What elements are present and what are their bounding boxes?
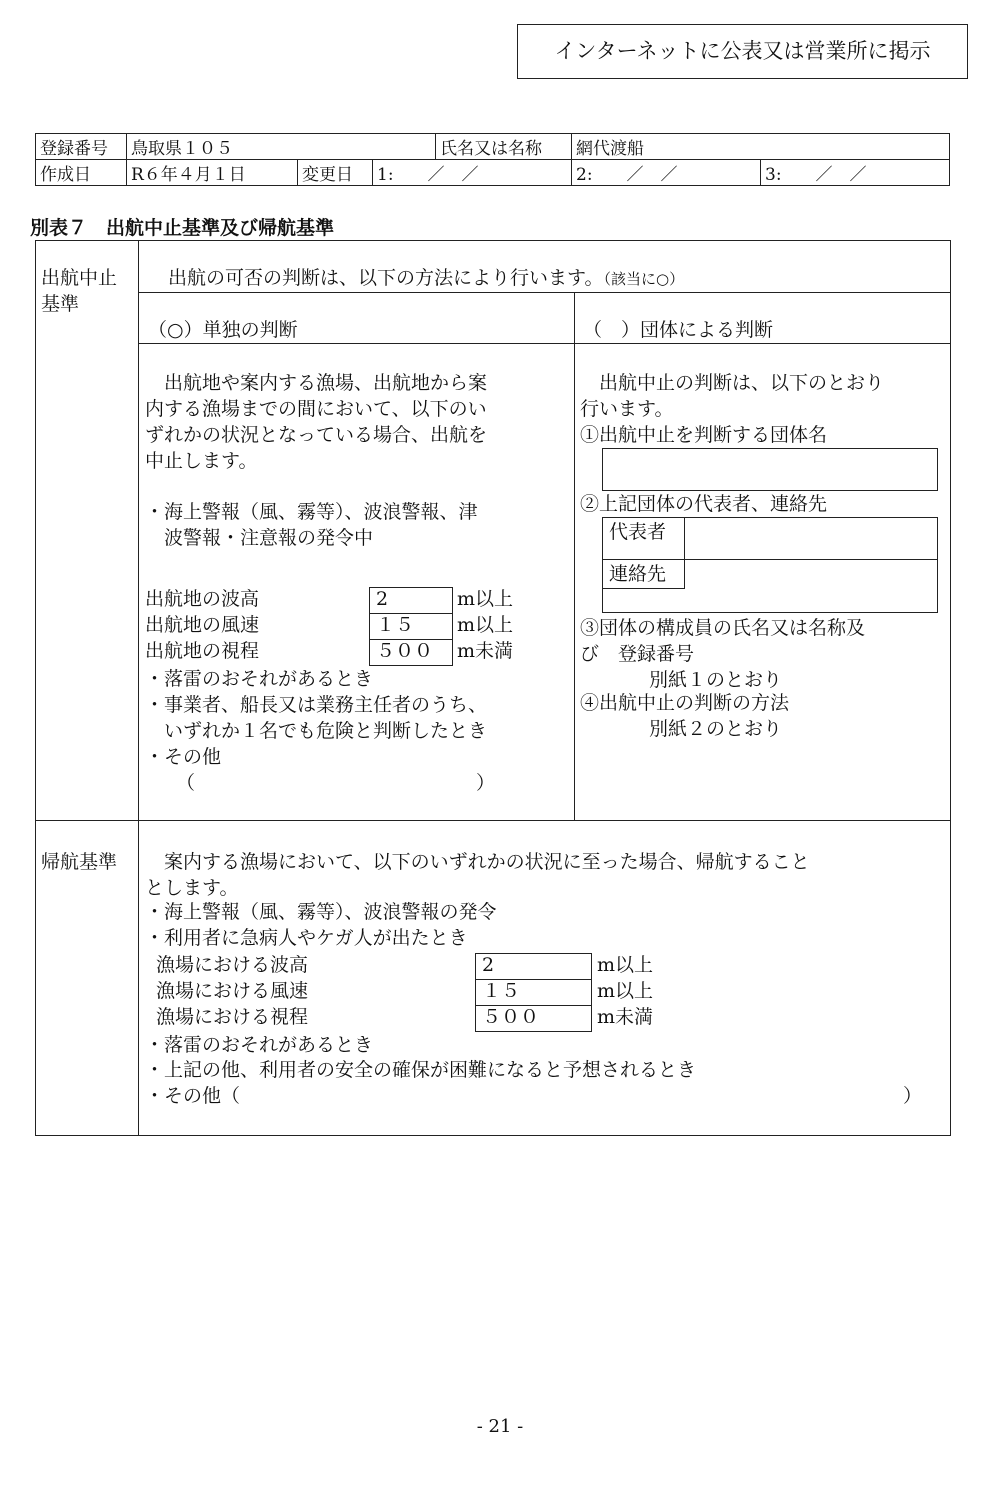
return-lightning: ・落雷のおそれがあるとき [145,1034,374,1056]
change-2: 2: ／ ／ [572,160,761,186]
operator-line: いずれか１名でも危険と判断したとき [145,720,488,742]
departure-visibility-value: ５００ [369,639,453,666]
return-sick: ・利用者に急病人やケガ人が出たとき [145,927,468,949]
notice-box: インターネットに公表又は営業所に掲示 [517,24,968,79]
created-label: 作成日 [36,160,127,186]
single-para-line: 内する漁場までの間において、以下のい [145,398,487,420]
page-number: - 21 - [476,1416,524,1437]
single-para-line: 出航地や案内する漁場、出航地から案 [145,372,488,394]
return-visibility-unit: m未満 [597,1006,654,1028]
departure-label-line1: 出航中止 [41,267,118,289]
departure-visibility-unit: m未満 [457,640,514,662]
group-para-line: 行います。 [580,398,674,420]
return-warning: ・海上警報（風、霧等）、波浪警報の発令 [145,901,497,923]
departure-label-line2: 基準 [41,293,80,315]
return-label: 帰航基準 [41,851,118,873]
departure-other-open: （ [176,772,196,794]
registration-table [35,133,950,186]
departure-operator [145,692,487,744]
group-judgment-header: （ ）団体による判断 [583,319,774,341]
return-visibility-value: ５００ [475,1005,592,1032]
contact-divider [602,559,938,560]
return-para-line: 案内する漁場において、以下のいずれかの状況に至った場合、帰航すること [145,851,810,873]
group-name-field [602,448,938,491]
intro-text: 出航の可否の判断は、以下の方法により行います。 [168,267,604,289]
registration-row-1 [36,134,950,160]
representative-label: 代表者 [609,521,667,543]
contact-label: 連絡先 [609,563,667,585]
return-safety: ・上記の他、利用者の安全の確保が困難になると予想されるとき [145,1059,697,1081]
return-wave-unit: m以上 [597,954,654,976]
label-column-divider [138,240,139,1136]
group-item-3-ref: 別紙１のとおり [649,669,783,691]
section-divider [35,820,951,821]
group-para-line: 出航中止の判断は、以下のとおり [580,372,885,394]
return-wind-label: 漁場における風速 [156,980,309,1002]
change-3: 3: ／ ／ [761,160,950,186]
single-warning-line: 波警報・注意報の発令中 [145,527,374,549]
departure-lightning: ・落雷のおそれがあるとき [145,668,374,690]
departure-wave-label: 出航地の波高 [145,588,260,610]
departure-wind-value: １５ [369,613,453,640]
departure-wave-unit: m以上 [457,588,514,610]
departure-intro [168,265,684,292]
departure-visibility-label: 出航地の視程 [145,640,260,662]
group-item-1: ①出航中止を判断する団体名 [580,424,828,446]
registration-row-2 [36,160,950,186]
reg-no-value: 鳥取県１０５ [127,134,436,160]
return-wind-value: １５ [475,979,592,1006]
return-visibility-label: 漁場における視程 [156,1006,309,1028]
single-para-line: 中止します。 [145,450,258,472]
return-other: ・その他（ [145,1085,241,1107]
departure-other: ・その他 [145,746,222,768]
reg-no-label: 登録番号 [36,134,127,160]
departure-wave-value: 2 [369,587,453,614]
return-paragraph [145,849,810,901]
group-item-3 [580,615,865,667]
contact-label-underline [602,588,685,589]
name-label: 氏名又は名称 [436,134,572,160]
return-wave-value: 2 [475,953,592,980]
return-wind-unit: m以上 [597,980,654,1002]
departure-wind-label: 出航地の風速 [145,614,260,636]
name-value: 網代渡船 [572,134,950,160]
return-wave-label: 漁場における波高 [156,954,309,976]
single-warning-line: ・海上警報（風、霧等）、波浪警報、津 [145,501,478,523]
single-para-line: ずれかの状況となっている場合、出航を [145,424,488,446]
created-value: R６年４月１日 [127,160,298,186]
return-para-line: とします。 [145,877,239,899]
intro-divider [138,292,951,293]
single-warning [145,499,478,551]
group-item-4-ref: 別紙２のとおり [649,718,783,740]
header-divider [138,343,951,344]
item3-line: び 登録番号 [580,643,695,665]
changed-label: 変更日 [298,160,373,186]
return-other-close: ） [903,1085,923,1107]
group-item-4: ④出航中止の判断の方法 [580,692,790,714]
section-title: 別表７ 出航中止基準及び帰航基準 [30,217,335,239]
departure-wind-unit: m以上 [457,614,514,636]
group-item-2: ②上記団体の代表者、連絡先 [580,493,828,515]
intro-note: （該当に○） [603,270,685,288]
single-judgment-header: （○）単独の判断 [148,319,298,341]
operator-line: ・事業者、船長又は業務主任者のうち、 [145,694,488,716]
option-column-divider [574,292,575,820]
single-judgment-paragraph [145,370,487,474]
group-judgment-paragraph [580,370,884,422]
contact-label-divider [684,517,685,589]
item3-line: ③団体の構成員の氏名又は名称及 [580,617,866,639]
change-1: 1: ／ ／ [373,160,572,186]
departure-other-close: ） [476,772,496,794]
